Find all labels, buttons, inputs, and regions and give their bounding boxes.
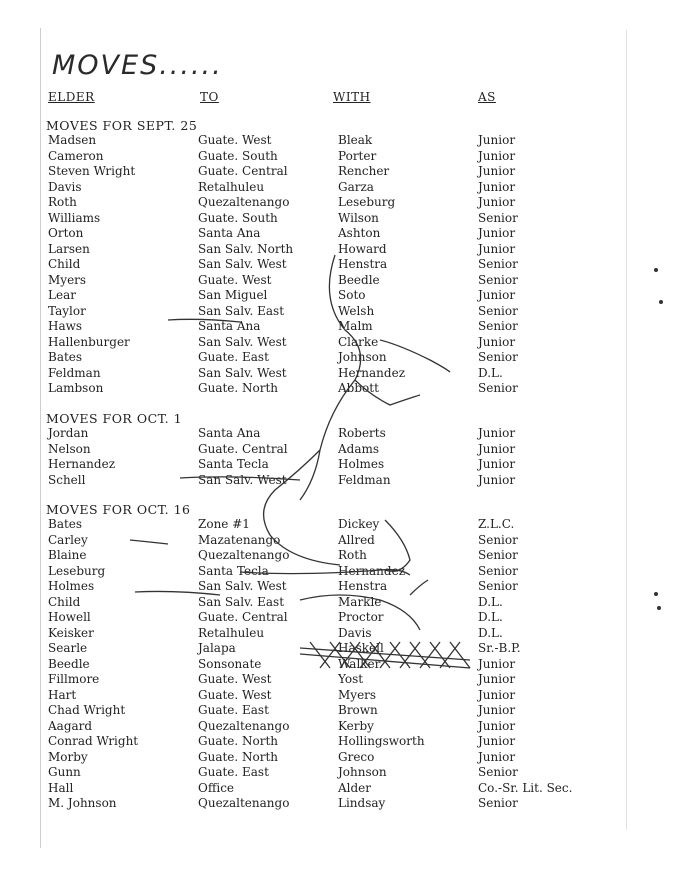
section-title: MOVES FOR OCT. 16: [46, 502, 191, 517]
cell-to: San Salv. West: [198, 365, 287, 380]
cell-to: San Salv. West: [198, 257, 287, 271]
cell-elder: Searle: [48, 641, 88, 655]
cell-with: Brown: [338, 703, 378, 717]
table-row: [46, 366, 616, 382]
cell-as: Junior: [478, 288, 516, 302]
cell-with: Myers: [338, 687, 377, 702]
cell-as: Junior: [478, 441, 516, 456]
table-row: [46, 195, 616, 211]
cell-to: Guate. North: [198, 734, 279, 748]
section-rows: [46, 133, 616, 397]
table-row: [46, 579, 616, 595]
cell-to: Quezaltenango: [198, 195, 290, 209]
cell-as: Junior: [478, 426, 516, 440]
cell-to: Guate. South: [198, 210, 278, 225]
cell-as: Senior: [478, 319, 518, 333]
cell-elder: Conrad Wright: [48, 734, 139, 748]
cell-elder: Beedle: [48, 656, 90, 671]
cell-with: Yost: [338, 672, 364, 686]
section-title: MOVES FOR OCT. 1: [46, 411, 183, 426]
cell-to: Guate. South: [198, 148, 278, 163]
table-row: [46, 626, 616, 642]
cell-as: Junior: [478, 133, 516, 147]
table-row: [46, 335, 616, 351]
cell-to: Quezaltenango: [198, 718, 290, 733]
cell-as: Junior: [478, 718, 516, 733]
cell-as: Senior: [478, 272, 518, 287]
cell-with: Lindsay: [338, 796, 386, 810]
table-row: [46, 457, 616, 473]
cell-as: Senior: [478, 796, 518, 810]
cell-with: Dickey: [338, 517, 380, 531]
cell-elder: Child: [48, 594, 81, 609]
cell-elder: Larsen: [48, 241, 90, 256]
cell-as: Junior: [478, 457, 516, 471]
cell-with: Rencher: [338, 164, 390, 178]
cell-elder: Aagard: [48, 718, 93, 733]
cell-with: Alder: [338, 780, 372, 795]
cell-to: Guate. West: [198, 133, 272, 147]
cell-with: Markle: [338, 594, 382, 609]
table-row: [46, 781, 616, 797]
cell-with: Henstra: [338, 257, 388, 271]
cell-to: San Salv. East: [198, 303, 285, 318]
cell-elder: Feldman: [48, 365, 101, 380]
cell-as: Senior: [478, 257, 518, 271]
column-header-as: AS: [478, 90, 496, 104]
cell-elder: Hallenburger: [48, 334, 130, 349]
cell-with: Beedle: [338, 272, 380, 287]
table-row: [46, 350, 616, 366]
cell-with: Adams: [338, 441, 380, 456]
table-row: [46, 288, 616, 304]
cell-to: Guate. North: [198, 381, 279, 395]
cell-with: Bleak: [338, 133, 373, 147]
cell-as: Junior: [478, 334, 516, 349]
table-row: [46, 548, 616, 564]
cell-with: Roth: [338, 548, 367, 562]
cell-as: Junior: [478, 656, 516, 671]
cell-to: San Salv. West: [198, 579, 287, 593]
column-header-elder: ELDER: [48, 90, 95, 104]
cell-to: San Salv. West: [198, 334, 287, 349]
cell-with: Wilson: [338, 210, 379, 225]
cell-as: Junior: [478, 687, 516, 702]
cell-elder: Cameron: [48, 148, 104, 163]
section-rows: [46, 426, 616, 488]
cell-as: Junior: [478, 226, 516, 240]
cell-elder: Davis: [48, 179, 82, 194]
cell-with: Roberts: [338, 426, 386, 440]
cell-elder: Bates: [48, 350, 83, 364]
cell-to: Santa Tecla: [198, 457, 269, 471]
cell-to: San Salv. North: [198, 241, 294, 256]
table-row: [46, 688, 616, 704]
table-row: [46, 765, 616, 781]
cell-with: Allred: [338, 532, 375, 547]
margin-rule: [40, 28, 41, 848]
cell-as: Junior: [478, 241, 516, 256]
cell-as: D.L.: [478, 610, 503, 624]
cell-with: Garza: [338, 179, 374, 194]
table-row: [46, 442, 616, 458]
cell-to: Retalhuleu: [198, 179, 265, 194]
cell-to: Guate. North: [198, 749, 279, 764]
table-row: [46, 564, 616, 580]
cell-as: Co.-Sr. Lit. Sec.: [478, 780, 573, 795]
table-row: [46, 595, 616, 611]
cell-with: Ashton: [338, 226, 381, 240]
table-row: [46, 657, 616, 673]
cell-to: San Miguel: [198, 288, 268, 302]
cell-to: Quezaltenango: [198, 796, 290, 810]
table-row: [46, 641, 616, 657]
cell-as: Senior: [478, 303, 518, 318]
cell-elder: Haws: [48, 319, 83, 333]
cell-with: Feldman: [338, 472, 391, 487]
cell-elder: Madsen: [48, 133, 97, 147]
cell-with: Howard: [338, 241, 387, 256]
cell-as: D.L.: [478, 594, 503, 609]
cell-with: Henstra: [338, 579, 388, 593]
cell-with: Proctor: [338, 610, 384, 624]
cell-as: Senior: [478, 210, 518, 225]
cell-with: Davis: [338, 625, 372, 640]
cell-to: Santa Ana: [198, 426, 261, 440]
cell-elder: Bates: [48, 517, 83, 531]
cell-to: Office: [198, 780, 235, 795]
cell-as: Junior: [478, 672, 516, 686]
table-row: [46, 703, 616, 719]
margin-mark: [659, 300, 663, 304]
column-header-to: TO: [200, 90, 219, 104]
cell-with: Greco: [338, 749, 375, 764]
table-row: [46, 517, 616, 533]
table-row: [46, 533, 616, 549]
cell-to: Guate. East: [198, 350, 269, 364]
table-row: [46, 226, 616, 242]
cell-as: D.L.: [478, 625, 503, 640]
cell-to: Guate. West: [198, 672, 272, 686]
margin-mark: [657, 606, 661, 610]
cell-elder: Lambson: [48, 381, 104, 395]
cell-as: Junior: [478, 472, 516, 487]
cell-as: Junior: [478, 749, 516, 764]
cell-to: Santa Ana: [198, 319, 261, 333]
table-row: [46, 211, 616, 227]
margin-mark: [654, 592, 658, 596]
table-row: [46, 672, 616, 688]
margin-mark: [654, 268, 658, 272]
cell-to: Guate. West: [198, 687, 272, 702]
cell-to: Retalhuleu: [198, 625, 265, 640]
cell-to: Guate. Central: [198, 164, 288, 178]
cell-elder: Roth: [48, 195, 77, 209]
cell-to: Guate. Central: [198, 610, 288, 624]
cell-to: San Salv. East: [198, 594, 285, 609]
cell-to: Santa Tecla: [198, 563, 269, 578]
cell-as: Senior: [478, 765, 518, 779]
cell-to: Mazatenango: [198, 532, 281, 547]
cell-with: Walker: [338, 656, 381, 671]
table-row: [46, 719, 616, 735]
cell-elder: Keisker: [48, 625, 94, 640]
cell-elder: Fillmore: [48, 672, 100, 686]
cell-as: Junior: [478, 734, 516, 748]
cell-as: Junior: [478, 148, 516, 163]
margin-rule-right: [626, 30, 627, 830]
cell-as: Junior: [478, 164, 516, 178]
cell-with: Soto: [338, 288, 366, 302]
table-row: [46, 257, 616, 273]
cell-as: Junior: [478, 179, 516, 194]
cell-to: Guate. Central: [198, 441, 288, 456]
cell-as: Senior: [478, 548, 518, 562]
cell-to: Guate. East: [198, 765, 269, 779]
cell-as: Junior: [478, 195, 516, 209]
section-title: MOVES FOR SEPT. 25: [46, 118, 198, 133]
cell-elder: Hart: [48, 687, 77, 702]
cell-with: Porter: [338, 148, 377, 163]
section-sept-25: [46, 118, 616, 397]
cell-elder: Nelson: [48, 441, 91, 456]
cell-to: Zone #1: [198, 517, 250, 531]
cell-elder: Blaine: [48, 548, 87, 562]
table-row: [46, 426, 616, 442]
cell-as: Junior: [478, 703, 516, 717]
cell-with: Hollingsworth: [338, 734, 425, 748]
cell-as: Sr.-B.P.: [478, 641, 521, 655]
cell-to: San Salv. West: [198, 472, 287, 487]
table-row: [46, 149, 616, 165]
cell-elder: Carley: [48, 532, 88, 547]
cell-with: Welsh: [338, 303, 375, 318]
table-row: [46, 734, 616, 750]
cell-with: Malm: [338, 319, 373, 333]
cell-as: Senior: [478, 381, 518, 395]
cell-elder: M. Johnson: [48, 796, 117, 810]
section-oct-1: [46, 411, 616, 488]
cell-with: Holmes: [338, 457, 385, 471]
cell-elder: Lear: [48, 288, 76, 302]
cell-with: Leseburg: [338, 195, 396, 209]
cell-as: Senior: [478, 532, 518, 547]
table-row: [46, 242, 616, 258]
table-row: [46, 473, 616, 489]
cell-to: Quezaltenango: [198, 548, 290, 562]
cell-elder: Child: [48, 257, 81, 271]
cell-elder: Williams: [48, 210, 101, 225]
cell-elder: Steven Wright: [48, 164, 136, 178]
cell-elder: Taylor: [48, 303, 86, 318]
section-oct-16: [46, 502, 616, 812]
table-row: [46, 164, 616, 180]
cell-to: Santa Ana: [198, 226, 261, 240]
table-row: [46, 610, 616, 626]
cell-elder: Hall: [48, 780, 74, 795]
cell-with: Haskell: [338, 641, 384, 655]
cell-with: Clarke: [338, 334, 379, 349]
cell-as: Senior: [478, 563, 518, 578]
cell-with: Abbott: [338, 381, 379, 395]
table-row: [46, 381, 616, 397]
table-row: [46, 273, 616, 289]
cell-with: Hernandez: [338, 365, 406, 380]
cell-as: Senior: [478, 350, 518, 364]
table-row: [46, 796, 616, 812]
cell-to: Guate. West: [198, 272, 272, 287]
cell-with: Johnson: [338, 765, 387, 779]
cell-elder: Holmes: [48, 579, 95, 593]
table-row: [46, 319, 616, 335]
table-row: [46, 750, 616, 766]
cell-elder: Jordan: [48, 426, 89, 440]
cell-with: Kerby: [338, 718, 374, 733]
cell-elder: Chad Wright: [48, 703, 126, 717]
table-row: [46, 304, 616, 320]
cell-as: Senior: [478, 579, 518, 593]
cell-elder: Howell: [48, 610, 91, 624]
table-row: [46, 180, 616, 196]
cell-with: Johnson: [338, 350, 387, 364]
cell-to: Sonsonate: [198, 656, 262, 671]
cell-elder: Myers: [48, 272, 87, 287]
section-rows: [46, 517, 616, 812]
page-title: MOVES......: [52, 50, 223, 81]
cell-elder: Morby: [48, 749, 88, 764]
cell-elder: Schell: [48, 472, 86, 487]
cell-elder: Orton: [48, 226, 84, 240]
column-header-with: WITH: [333, 90, 371, 104]
cell-elder: Hernandez: [48, 457, 116, 471]
cell-to: Guate. East: [198, 703, 269, 717]
cell-as: Z.L.C.: [478, 517, 515, 531]
table-row: [46, 133, 616, 149]
cell-as: D.L.: [478, 365, 503, 380]
cell-to: Jalapa: [198, 641, 236, 655]
cell-elder: Leseburg: [48, 563, 106, 578]
cell-with: Hernandez: [338, 563, 406, 578]
cell-elder: Gunn: [48, 765, 81, 779]
